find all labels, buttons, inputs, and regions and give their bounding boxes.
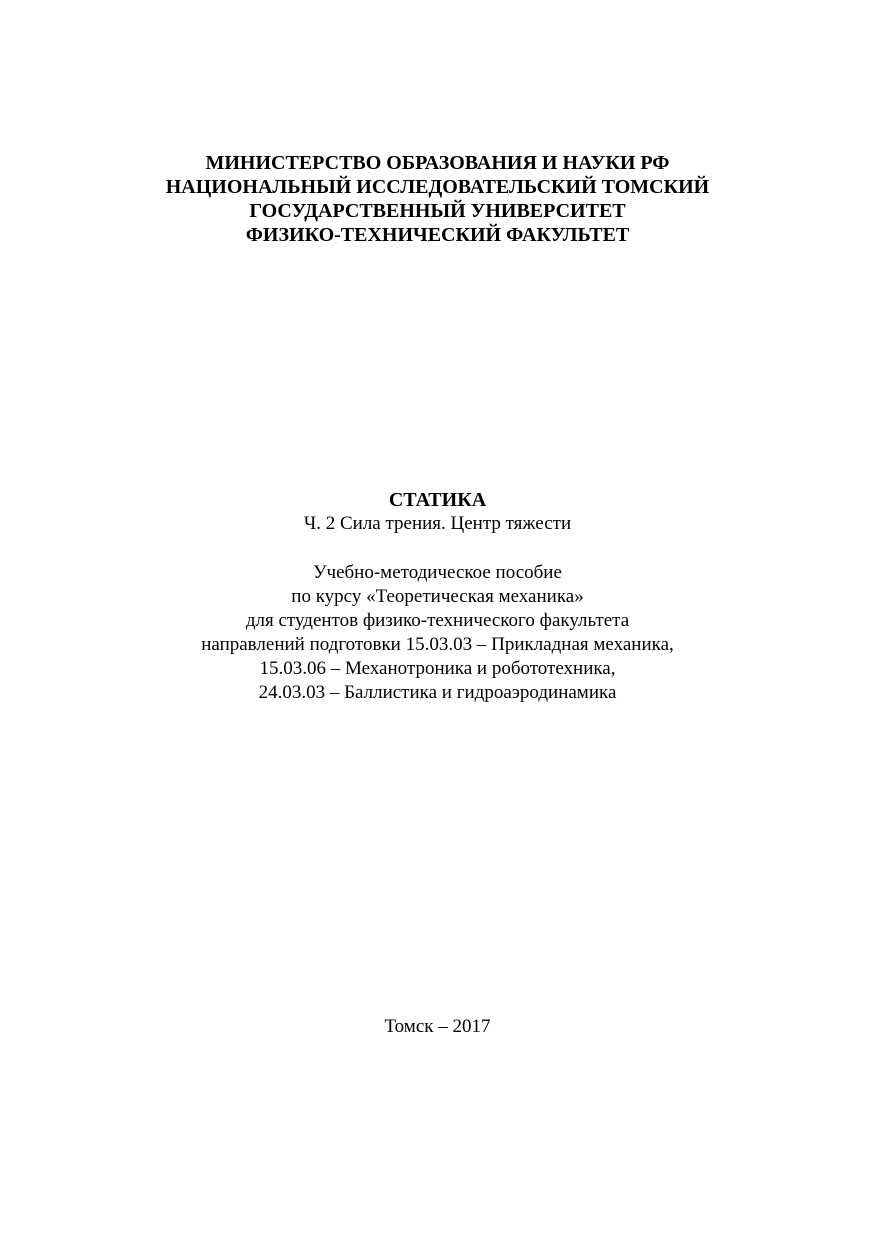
document-description <box>0 561 875 705</box>
institution-header <box>0 151 875 247</box>
description-line: по курсу «Теоретическая механика» <box>291 586 584 607</box>
description-line: для студентов физико-технического факультета <box>245 610 630 631</box>
description-line: 15.03.06 – Механотроника и робототехника, <box>259 658 616 679</box>
description-line: Учебно-методическое пособие <box>313 562 562 583</box>
description-line: 24.03.03 – Баллистика и гидроаэродинамика <box>258 682 617 703</box>
document-subtitle: Ч. 2 Сила трения. Центр тяжести <box>303 513 572 534</box>
document-title: СТАТИКА <box>388 489 487 511</box>
university-line-2: ГОСУДАРСТВЕННЫЙ УНИВЕРСИТЕТ <box>249 200 626 222</box>
description-line: направлений подготовки 15.03.03 – Прикладная механика, <box>201 634 674 655</box>
ministry-line: МИНИСТЕРСТВО ОБРАЗОВАНИЯ И НАУКИ РФ <box>205 152 670 174</box>
faculty-line: ФИЗИКО-ТЕХНИЧЕСКИЙ ФАКУЛЬТЕТ <box>245 224 630 246</box>
university-line-1: НАЦИОНАЛЬНЫЙ ИССЛЕДОВАТЕЛЬСКИЙ ТОМСКИЙ <box>165 176 710 198</box>
place-and-year: Томск – 2017 <box>384 1016 491 1037</box>
